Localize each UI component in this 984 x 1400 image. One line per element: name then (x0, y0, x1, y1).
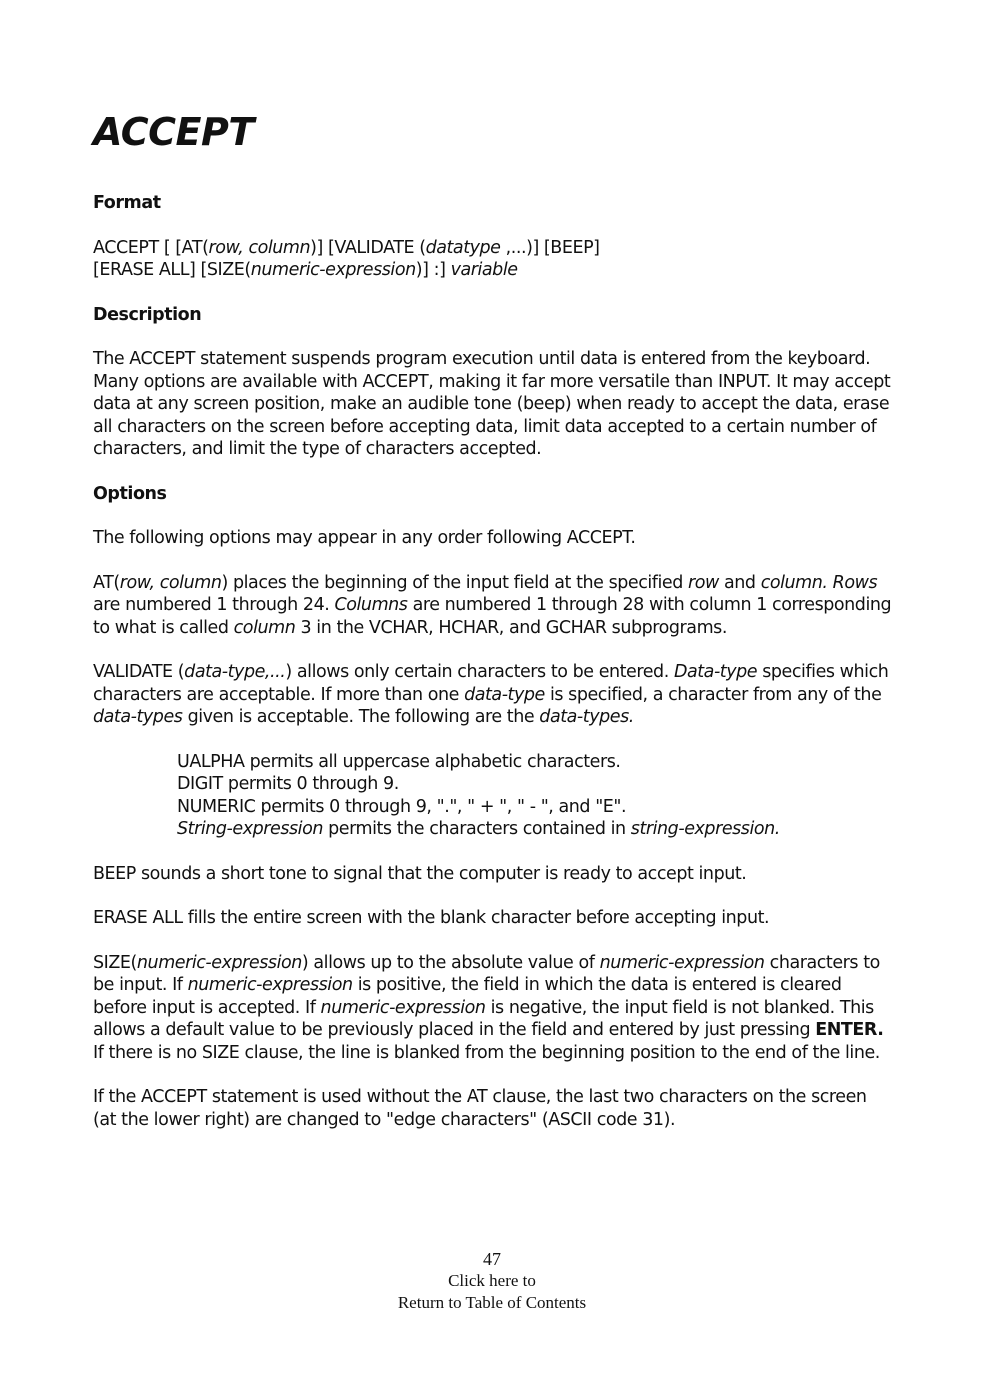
format-line-2: [ERASE ALL] [SIZE(numeric-expression)] :] variable (93, 260, 518, 280)
datatype-digit: DIGIT permits 0 through 9. (177, 774, 399, 794)
datatype-ualpha: UALPHA permits all uppercase alphabetic characters. (177, 751, 621, 772)
description-text: The ACCEPT statement suspends program execution until data is entered from the keyboard. Many options are available with ACCEPT, making it far more versatile than INPUT. It may accept data at any screen position, make an audible tone (beep) when ready to accept the data, erase all characters on the screen before accepting data, limit data accepted to a certain number of characters, and limit the type of characters accepted. (93, 349, 891, 459)
option-at: AT(row, column) places the beginning of the input field at the specified row and column. Rows are numbered 1 through 24. Columns are numbered 1 through 28 with column 1 corresponding to what is called column 3 in the VCHAR, HCHAR, and GCHAR subprograms. (93, 572, 892, 638)
toc-link[interactable] (0, 1270, 984, 1314)
toc-link-line-2[interactable]: Return to Table of Contents (397, 1293, 587, 1312)
option-validate: VALIDATE (data-type,...) allows only certain characters to be entered. Data-type specifies which characters are acceptable. If more than one data-type is specified, a character from any of the data-types given is acceptable. The following are the data-types. (93, 662, 889, 727)
datatype-numeric: NUMERIC permits 0 through 9, ".", " + ", " - ", and "E". (177, 796, 627, 817)
datatype-list (177, 751, 893, 841)
datatype-string-expression: String-expression permits the characters contained in string-expression. (177, 819, 780, 839)
format-heading: Format (93, 193, 161, 213)
option-size: SIZE(numeric-expression) allows up to the absolute value of numeric-expression characters to be input. If numeric-expression is positive, the field in which the data is entered is cleared before input is accepted. If numeric-expression is negative, the input field is not blanked. This allows a default value to be previously placed in the field and entered by just pressing ENTER. If there is no SIZE clause, the line is blanked from the beginning position to the end of the line. (93, 952, 884, 1063)
note-without-at: If the ACCEPT statement is used without the AT clause, the last two characters on the screen (at the lower right) are changed to "edge characters" (ASCII code 31). (93, 1087, 867, 1130)
option-erase-all: ERASE ALL fills the entire screen with the blank character before accepting input. (93, 908, 770, 928)
option-beep: BEEP sounds a short tone to signal that the computer is ready to accept input. (93, 863, 747, 884)
page-content (93, 108, 893, 1153)
options-intro: The following options may appear in any order following ACCEPT. (93, 528, 636, 548)
page-number: 47 (483, 1249, 501, 1269)
description-heading: Description (93, 304, 202, 325)
format-syntax (93, 237, 893, 282)
format-line-1: ACCEPT [ [AT(row, column)] [VALIDATE (datatype ,...)] [BEEP] (93, 237, 600, 258)
page-title: ACCEPT (93, 110, 254, 154)
page-footer (0, 1248, 984, 1314)
options-heading: Options (93, 483, 167, 504)
toc-link-line-1[interactable]: Click here to (448, 1271, 536, 1290)
